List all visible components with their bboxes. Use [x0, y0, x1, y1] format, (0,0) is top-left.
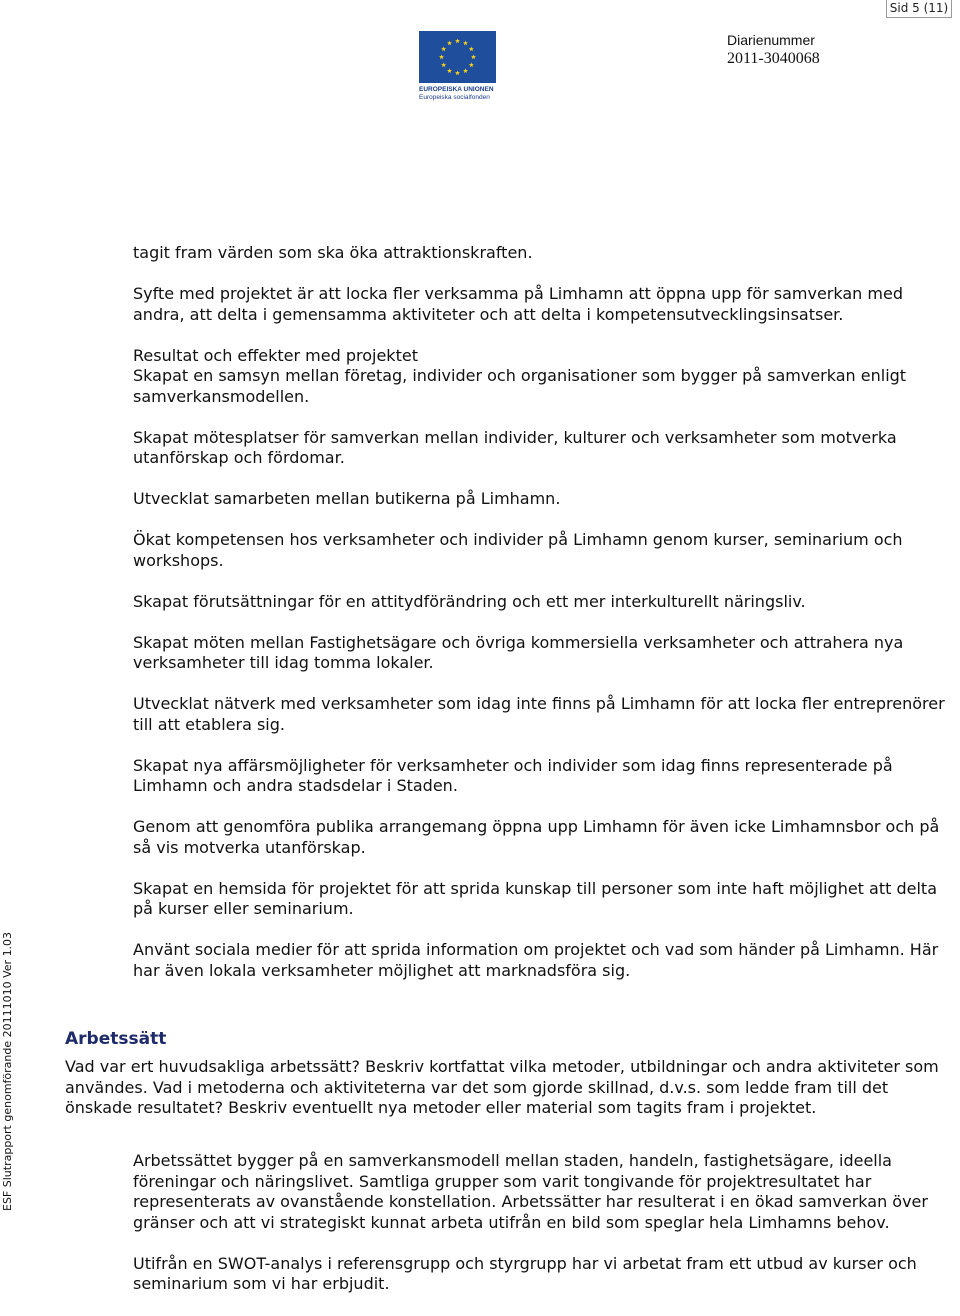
paragraph: Skapat nya affärsmöjligheter för verksamheter och individer som idag finns representerade på Limhamn och andra stadsdelar i Staden. — [133, 755, 893, 795]
paragraph: Skapat förutsättningar för en attitydförändring och ett mer interkulturellt näringsliv. — [133, 591, 806, 611]
answer-paragraph: Utifrån en SWOT-analys i referensgrupp och styrgrupp har vi arbetat fram ett utbud av kurser och seminarium som vi har erbjudit. — [133, 1253, 917, 1293]
diarie-number: 2011-3040068 — [727, 50, 820, 67]
results-paragraph: Resultat och effekter med projektet Skapat en samsyn mellan företag, individer och organisationer som bygger på samverkan enligt samverkansmodellen. — [133, 345, 907, 406]
section-question: Vad var ert huvudsakliga arbetssätt? Beskriv kortfattat vilka metoder, utbildningar och andra aktiviteter som användes. Vad i metoderna och aktiviteterna var det som gjorde skillnad, d.v.s. som ledde fram till det önskade resultatet? Beskriv eventuellt nya metoder eller material som tagits fram i projektet. — [65, 1057, 939, 1117]
eu-logo — [418, 31, 498, 101]
page-number: Sid 5 (11) — [886, 0, 952, 18]
eu-flag-icon — [419, 31, 496, 83]
paragraph: Ökat kompetensen hos verksamheter och individer på Limhamn genom kurser, seminarium och workshops. — [133, 530, 903, 570]
paragraph: Utvecklat nätverk med verksamheter som idag inte finns på Limhamn för att locka fler entreprenörer till att etablera sig. — [133, 694, 945, 734]
eu-logo-name: EUROPEISKA UNIONEN — [419, 86, 494, 93]
paragraph: Skapat en hemsida för projektet för att sprida kunskap till personer som inte haft möjlighet att delta på kurser eller seminarium. — [133, 878, 937, 918]
paragraph: Utvecklat samarbeten mellan butikerna på Limhamn. — [133, 489, 561, 508]
diarie-label: Diarienummer — [727, 32, 815, 48]
paragraph: Använt sociala medier för att sprida information om projektet och vad som händer på Limhamn. Här har även lokala verksamheter möjlighet att marknadsföra sig. — [133, 940, 939, 980]
paragraph: Genom att genomföra publika arrangemang öppna upp Limhamn för även icke Limhamnsbor och på så vis motverka utanförskap. — [133, 817, 940, 857]
body-text — [133, 243, 948, 1002]
section-heading: Arbetssätt — [65, 1029, 167, 1049]
answer-paragraph: Arbetssättet bygger på en samverkansmodell mellan staden, handeln, fastighetsägare, ideella föreningar och näringslivet. Samtliga grupper som varit tongivande för projektresultatet har representerats av ovanstående konstellation. Arbetssätter har resulterat i en ökad samverkan över gränser och att vi strategiskt kunnat arbeta utifrån en bild som speglar hela Limhamns behov. — [133, 1151, 928, 1232]
diarie-block — [727, 31, 820, 69]
paragraph: Skapat möten mellan Fastighetsägare och övriga kommersiella verksamheter och attrahera nya verksamheter till idag tomma lokaler. — [133, 632, 904, 672]
paragraph: tagit fram värden som ska öka attraktionskraften. — [133, 243, 533, 262]
section-answer — [133, 1151, 948, 1315]
eu-logo-subtitle: Europeiska socialfonden — [419, 94, 490, 101]
paragraph: Syfte med projektet är att locka fler verksamma på Limhamn att öppna upp för samverkan med andra, att delta i gemensamma aktiviteter och att delta i kompetensutvecklingsinsatser. — [133, 284, 903, 324]
form-version-label: ESF Slutrapport genomförande 20111010 Ver 1.03 — [1, 931, 14, 1211]
paragraph: Skapat mötesplatser för samverkan mellan individer, kulturer och verksamheter som motverka utanförskap och fördomar. — [133, 427, 897, 467]
